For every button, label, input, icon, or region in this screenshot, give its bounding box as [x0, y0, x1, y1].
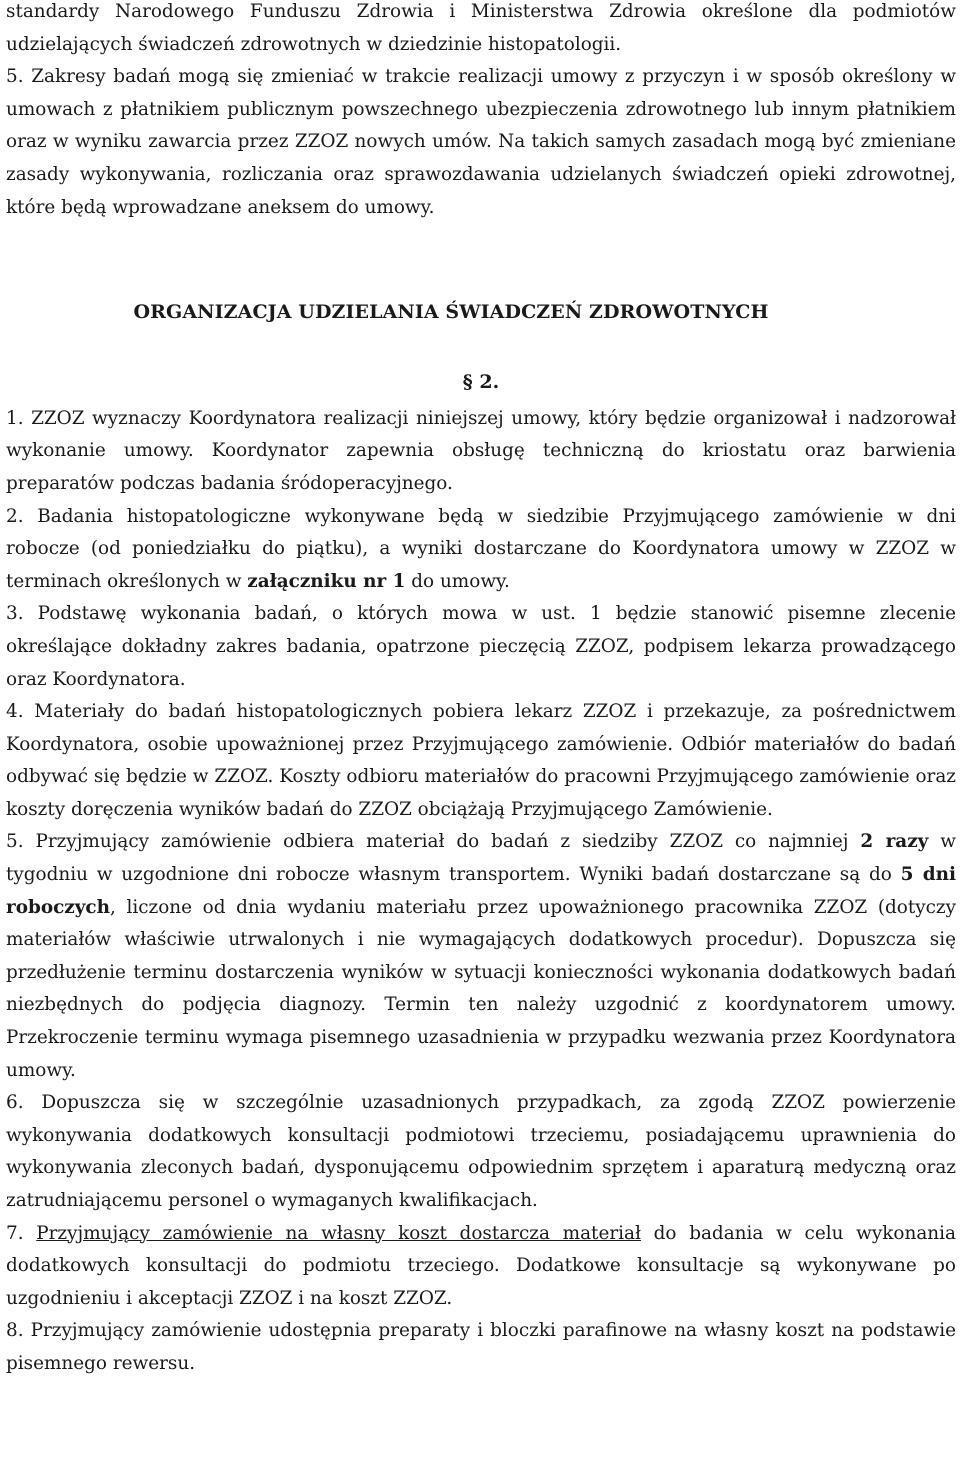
intro-section	[6, 0, 956, 224]
bold-text: załączniku nr 1	[247, 570, 406, 592]
text-run: standardy Narodowego Funduszu Zdrowia i Ministerstwa Zdrowia określone dla podmiotów udzielających świadczeń zdrowotnych w dziedzinie histopatologii.	[6, 1, 956, 55]
paragraph-p5	[6, 61, 956, 224]
text-run: 7.	[6, 1222, 37, 1244]
paragraph-s2	[6, 501, 956, 599]
paragraph-s1	[6, 403, 956, 501]
spacer	[6, 224, 956, 296]
text-run: 5. Przyjmujący zamówienie odbiera materiał do badań z siedziby ZZOZ co najmniej	[6, 831, 861, 853]
bold-text: 5 dni roboczych	[6, 864, 956, 918]
text-run: 2. Badania histopatologiczne wykonywane będą w siedzibie Przyjmującego zamówienie w dni robocze (od poniedziałku do piątku), a wyniki dostarczane do Koordynatora umowy w ZZOZ w terminach określonych w	[6, 505, 956, 592]
text-run: 1. ZZOZ wyznaczy Koordynatora realizacji niniejszej umowy, który będzie organizował i nadzorował wykonanie umowy. Koordynator zapewnia obsługę techniczną do kriostatu oraz barwienia preparatów podczas badania śródoperacyjnego.	[6, 407, 956, 494]
points-list	[6, 403, 956, 1381]
text-run: do badania w celu wykonania dodatkowych konsultacji do podmiotu trzeciego. Dodatkowe konsultacje są wykonywane po uzgodnieniu i akceptacji ZZOZ i na koszt ZZOZ.	[6, 1222, 956, 1309]
paragraph-s3	[6, 598, 956, 696]
paragraph-number: § 2.	[462, 370, 500, 393]
section-heading: ORGANIZACJA UDZIELANIA ŚWIADCZEŃ ZDROWOTNYCH	[133, 301, 769, 324]
text-run: do umowy.	[405, 570, 510, 592]
text-run: 5. Zakresy badań mogą się zmieniać w trakcie realizacji umowy z przyczyn i w sposób określony w umowach z płatnikiem publicznym powszechnego ubezpieczenia zdrowotnego lub innym płatnikiem oraz w wyniku zawarcia przez ZZOZ nowych umów. Na takich samych zasadach mogą być zmieniane zasady wykonywania, rozliczania oraz sprawozdawania udzielanych świadczeń opieki zdrowotnej, które będą wprowadzane aneksem do umowy.	[6, 66, 956, 218]
bold-text: 2 razy	[860, 831, 929, 853]
document-page	[6, 0, 956, 1381]
text-run: 4. Materiały do badań histopatologicznych pobiera lekarz ZZOZ i przekazuje, za pośrednictwem Koordynatora, osobie upoważnionej przez Przyjmującego zamówienie. Odbiór materiałów do badań odbywać się będzie w ZZOZ. Koszty odbioru materiałów do pracowni Przyjmującego zamówienie oraz koszty doręczenia wyników badań do ZZOZ obciążają Przyjmującego Zamówienie.	[6, 701, 956, 820]
text-run: , liczone od dnia wydaniu materiału przez upoważnionego pracownika ZZOZ (dotyczy materiałów właściwie utrwalonych i nie wymagających dodatkowych procedur). Dopuszcza się przedłużenie terminu dostarczenia wyników w sytuacji konieczności wykonania dodatkowych badań niezbędnych do podjęcia diagnozy. Termin ten należy uzgodnić z koordynatorem umowy. Przekroczenie terminu wymaga pisemnego uzasadnienia w przypadku wezwania przez Koordynatora umowy.	[6, 896, 956, 1081]
paragraph-cont	[6, 0, 956, 61]
paragraph-s6	[6, 1087, 956, 1217]
text-run: w tygodniu w uzgodnione dni robocze własnym transportem. Wyniki badań dostarczane są do	[6, 831, 956, 886]
paragraph-s4	[6, 696, 956, 826]
text-run: 8. Przyjmujący zamówienie udostępnia preparaty i bloczki parafinowe na własny koszt na podstawie pisemnego rewersu.	[6, 1320, 956, 1374]
underlined-text: Przyjmujący zamówienie na własny koszt dostarcza materiał	[36, 1222, 641, 1244]
paragraph-s8	[6, 1315, 956, 1380]
paragraph-s5	[6, 826, 956, 1087]
text-run: 3. Podstawę wykonania badań, o których mowa w ust. 1 będzie stanowić pisemne zlecenie określające dokładny zakres badania, opatrzone pieczęcią ZZOZ, podpisem lekarza prowadzącego oraz Koordynatora.	[6, 603, 956, 690]
text-run: 6. Dopuszcza się w szczególnie uzasadnionych przypadkach, za zgodą ZZOZ powierzenie wykonywania dodatkowych konsultacji podmiotowi trzeciemu, posiadającemu uprawnienia do wykonywania zleconych badań, dysponującemu odpowiednim sprzętem i aparaturą medyczną oraz zatrudniającemu personel o wymaganych kwalifikacjach.	[6, 1092, 956, 1211]
paragraph-s7	[6, 1218, 956, 1316]
